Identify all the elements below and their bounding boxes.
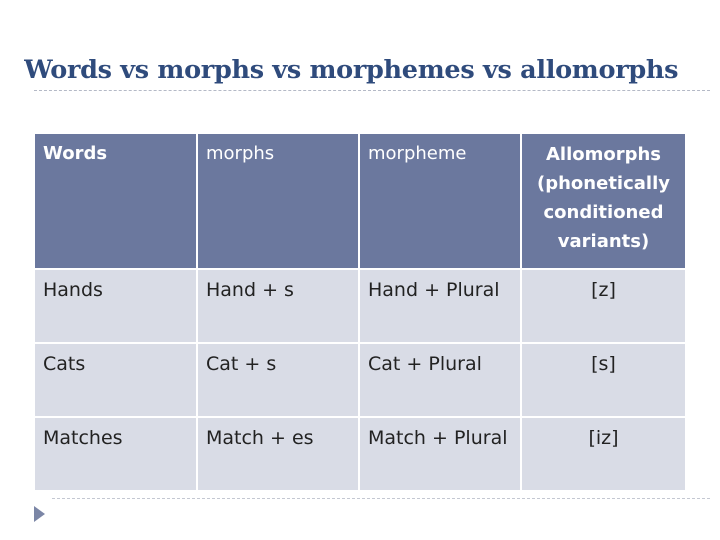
morph-table <box>35 134 685 492</box>
cell-word: Matches <box>35 417 197 491</box>
table-row <box>35 417 685 491</box>
cell-allomorph: [z] <box>521 269 685 343</box>
cell-morpheme: Hand + Plural <box>359 269 521 343</box>
bottom-divider <box>52 498 710 499</box>
cell-allomorph: [s] <box>521 343 685 417</box>
header-cell-morpheme: morpheme <box>359 134 521 269</box>
table-row <box>35 269 685 343</box>
table-header-row <box>35 134 685 269</box>
cell-morphs: Cat + s <box>197 343 359 417</box>
cell-word: Hands <box>35 269 197 343</box>
triangle-bullet-icon <box>34 506 45 522</box>
slide-title: Words vs morphs vs morphemes vs allomorphs <box>24 55 679 85</box>
header-cell-allomorphs: Allomorphs (phonetically conditioned variants) <box>521 134 685 269</box>
cell-word: Cats <box>35 343 197 417</box>
table-row <box>35 343 685 417</box>
cell-morphs: Match + es <box>197 417 359 491</box>
cell-morpheme: Cat + Plural <box>359 343 521 417</box>
cell-allomorph: [iz] <box>521 417 685 491</box>
title-divider <box>34 90 710 91</box>
header-cell-words: Words <box>35 134 197 269</box>
header-cell-morphs: morphs <box>197 134 359 269</box>
cell-morpheme: Match + Plural <box>359 417 521 491</box>
cell-morphs: Hand + s <box>197 269 359 343</box>
